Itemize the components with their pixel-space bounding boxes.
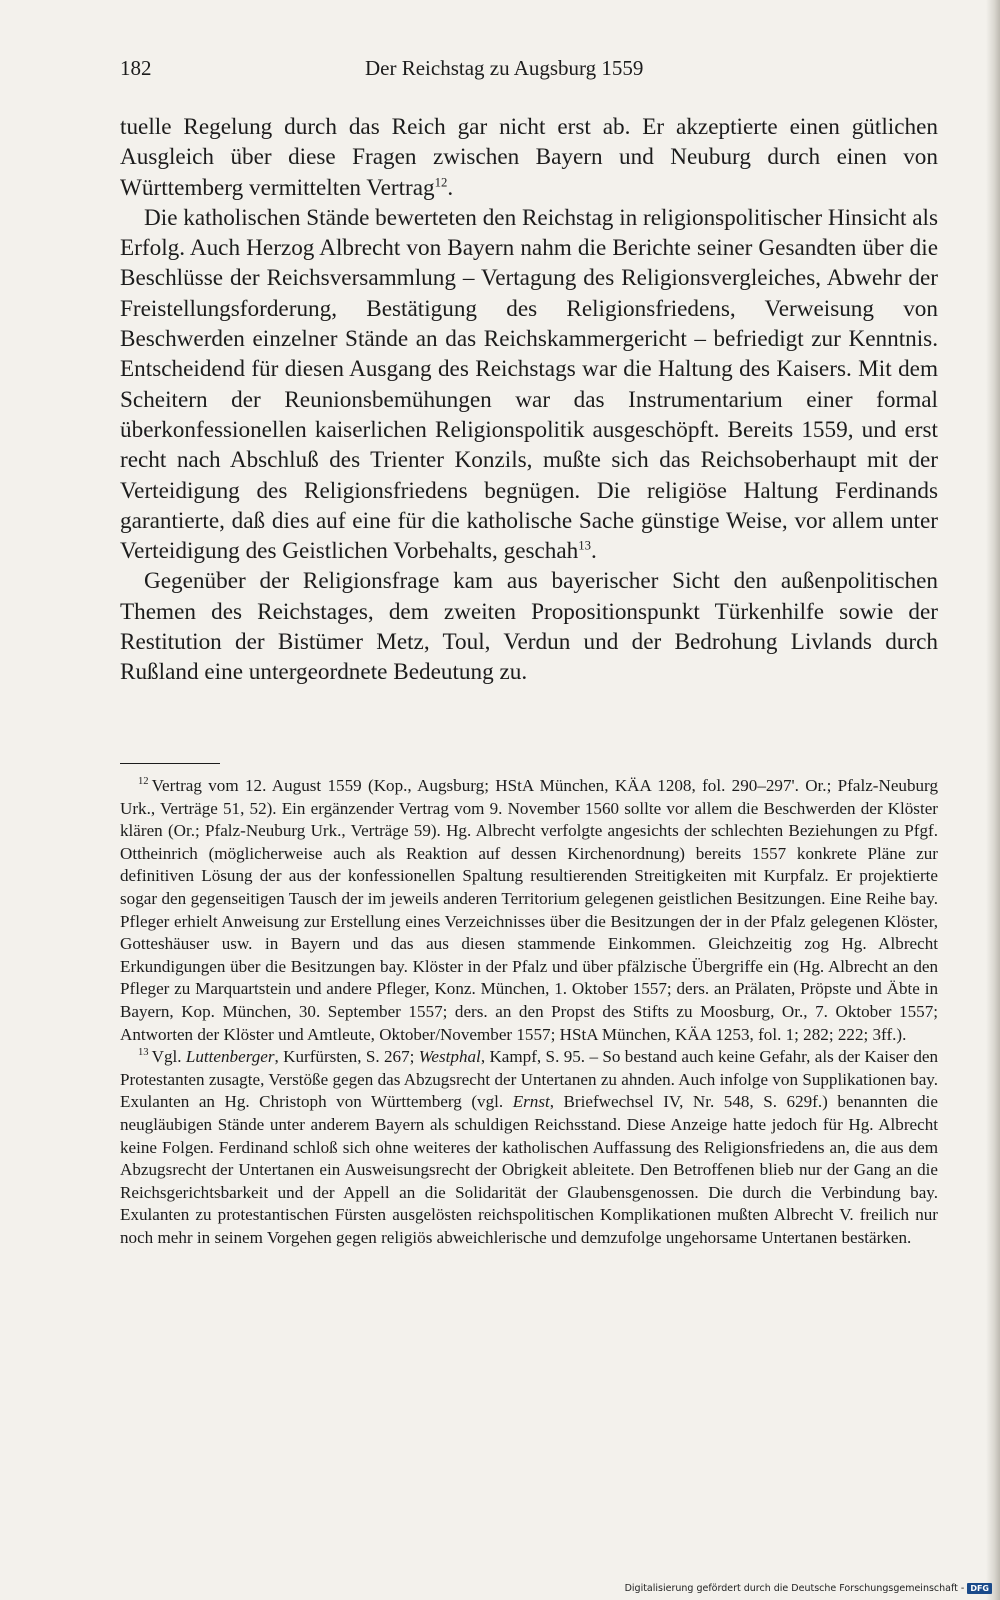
dfg-logo: DFG [967, 1583, 992, 1594]
paragraph-2-end: . [591, 538, 597, 565]
paragraph-1 [120, 112, 938, 203]
footnote-ref-12[interactable]: 12 [434, 174, 448, 189]
paragraph-3: Gegenüber der Religionsfrage kam aus bayerischer Sicht den außenpolitischen Themen des Reichstages, dem zweiten Propositionspunkt Türkenhilfe sowie der Restitution der Bistümer Metz, Toul, Verdun und der Bedrohung Livlands durch Rußland eine untergeordnete Bedeutung zu. [120, 568, 938, 686]
paragraph-1-end: . [447, 174, 454, 201]
running-header [120, 56, 935, 86]
paragraph-1-text: tuelle Regelung durch das Reich gar nicht erst ab. Er akzeptierte einen gütlichen Ausgleich über diese Fragen zwischen Bayern und Neuburg durch einen von Württemberg vermittelten Vertrag [120, 114, 938, 201]
footnote-ref-13[interactable]: 13 [578, 538, 592, 553]
paragraph-2 [120, 203, 938, 567]
footnote-13-text-b: , Kurfürsten, S. 267; [274, 1047, 419, 1067]
footnote-12 [120, 775, 938, 1046]
footnote-13-text-a: Vgl. [151, 1047, 186, 1067]
main-text [120, 112, 938, 688]
footnote-separator [120, 763, 220, 764]
footnote-number-13: 13 [138, 1047, 149, 1059]
footnote-13-text-c: , Kampf, S. 95. – So bestand auch keine Gefahr, als der Kaiser den Protestanten zusagte, Verstöße gegen das Abzugsrecht der Untertanen zu ahnden. Auch infolge von Supplikationen bay. Exulanten an Hg. Christoph von Württemberg (vgl. [120, 1047, 938, 1112]
paragraph-2-text: Die katholischen Stände bewerteten den Reichstag in religionspolitischer Hinsicht als Erfolg. Auch Herzog Albrecht von Bayern nahm die Berichte seiner Gesandten über die Beschlüsse der Reichsversammlung – Vertagung des Religionsvergleiches, Abwehr der Freistellungsforderung, Bestätigung des Religionsfriedens, Verweisung von Beschwerden einzelner Stände an das Reichskammergericht – befriedigt zur Kenntnis. Entscheidend für diesen Ausgang des Reichstags war die Haltung des Kaisers. Mit dem Scheitern der Reunionsbemühungen war das Instrumentarium einer formal überkonfessionellen kaiserlichen Religionspolitik ausgeschöpft. Bereits 1559, und erst recht nach Abschluß des Trienter Konzils, mußte sich das Reichsoberhaupt mit der Verteidigung des Religionsfriedens begnügen. Die religiöse Haltung Ferdinands garantierte, daß dies auf eine für die katholische Sache günstige Weise, vor allem unter Verteidigung des Geistlichen Vorbehalts, geschah [120, 204, 938, 565]
footnote-13-text-d: , Briefwechsel IV, Nr. 548, S. 629f.) benannten die neugläubigen Stände unter anderem Bayern als schuldigen Reichsstand. Diese Anzeige hatte jedoch für Hg. Albrecht keine Folgen. Ferdinand schloß sich ohne weiteres der katholischen Auffassung des Religionsfriedens an, die aus dem Abzugsrecht der Untertanen ein Ausweisungsrecht der Obrigkeit ableitete. Den Betroffenen blieb nur der Gang an die Reichsgerichtsbarkeit und der Appell an die Solidarität der Glaubensgenossen. Die durch die Verbindung bay. Exulanten zu protestantischen Fürsten ausgelösten reichspolitischen Komplikationen mußten Albrecht V. freilich nur noch mehr in seinem Vorgehen gegen religiös abweichlerische und demzufolge ungehorsame Untertanen bestärken. [120, 1092, 938, 1247]
footnotes [120, 775, 938, 1249]
credit-text: Digitalisierung gefördert durch die Deutsche Forschungsgemeinschaft - [624, 1583, 965, 1594]
running-title: Der Reichstag zu Augsburg 1559 [365, 56, 644, 80]
footnote-13-author-3: Ernst [512, 1092, 550, 1112]
footnote-13-author-1: Luttenberger [185, 1047, 275, 1067]
digitization-credit [625, 1583, 992, 1594]
footnote-12-text: Vertrag vom 12. August 1559 (Kop., Augsburg; HStA München, KÄA 1208, fol. 290–297'. Or.; Pfalz-Neuburg Urk., Verträge 51, 52). Ein ergänzender Vertrag vom 9. November 1560 sollte vor allem die Beschwerden der Klöster klären (Or.; Pfalz-Neuburg Urk., Verträge 59). Hg. Albrecht verfolgte angesichts der schlechten Beziehungen zu Pfgf. Ottheinrich (möglicherweise auch als Reaktion auf dessen Kirchenordnung) bereits 1557 konkrete Pläne zur definitiven Lösung der aus der konfessionellen Spaltung resultierenden Streitigkeiten mit Kurpfalz. Er projektierte sogar den gegenseitigen Tausch der im jeweils anderen Territorium gelegenen geistlichen Besitzungen. Eine Reihe bay. Pfleger erhielt Anweisung zur Erstellung eines Verzeichnisses über die Besitzungen der in der Pfalz gelegenen Klöster, Gotteshäuser usw. in Bayern und das aus diesen stammende Einkommen. Gleichzeitig zog Hg. Albrecht Erkundigungen über die Besitzungen bay. Klöster in der Pfalz und über pfälzische Übergriffe ein (Hg. Albrecht an den Pfleger zu Marquartstein und andere Pfleger, Konz. München, 1. Oktober 1557; ders. an Prälaten, Pröpste und Äbte in Bayern, Kop. München, 30. September 1557; ders. an den Propst des Stifts zu Moosburg, Or., 7. Oktober 1557; Antworten der Klöster und Amtleute, Oktober/November 1557; HStA München, KÄA 1253, fol. 1; 282; 222; 3ff.). [120, 776, 938, 1044]
footnote-13 [120, 1046, 938, 1249]
footnote-number-12: 12 [138, 776, 149, 788]
footnote-13-author-2: Westphal [418, 1047, 481, 1067]
page-gutter-shadow [986, 0, 1000, 1600]
page-number: 182 [120, 56, 152, 80]
